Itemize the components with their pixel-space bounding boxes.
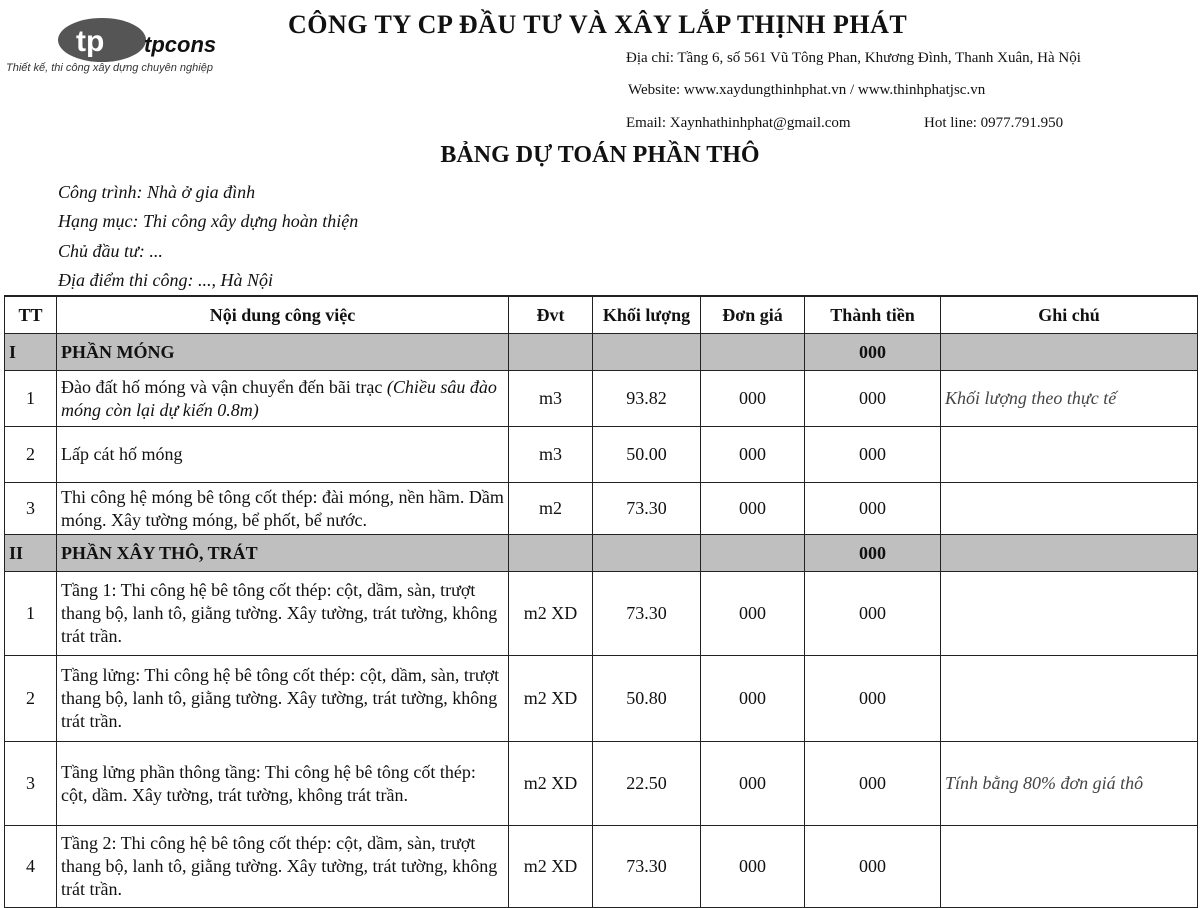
row-amount: 000 xyxy=(805,572,941,656)
row-amount: 000 xyxy=(805,742,941,826)
row-unit: m3 xyxy=(509,371,593,427)
header-amount: Thành tiền xyxy=(805,296,941,334)
table-row xyxy=(5,826,1198,908)
section-tt: II xyxy=(5,535,57,572)
meta-project: Công trình: Nhà ở gia đình xyxy=(58,182,256,202)
header-quantity: Khối lượng xyxy=(593,296,701,334)
row-tt: 4 xyxy=(5,826,57,908)
row-quantity: 50.00 xyxy=(593,427,701,483)
row-tt: 1 xyxy=(5,371,57,427)
row-description: Tầng 1: Thi công hệ bê tông cốt thép: cột, dầm, sàn, trượt thang bộ, lanh tô, giằng tường. Xây tường, trát tường, không trát trần. xyxy=(57,572,509,656)
company-tagline: Thiết kế, thi công xây dựng chuyên nghiệp xyxy=(6,62,213,74)
row-description: Tầng 2: Thi công hệ bê tông cốt thép: cột, dầm, sàn, trượt thang bộ, lanh tô, giằng tường. Xây tường, trát tường, không trát trần. xyxy=(57,826,509,908)
header-note: Ghi chú xyxy=(941,296,1198,334)
document-title: BẢNG DỰ TOÁN PHẦN THÔ xyxy=(440,142,760,168)
row-amount: 000 xyxy=(805,371,941,427)
table-row xyxy=(5,572,1198,656)
table-header-row xyxy=(5,296,1198,334)
row-quantity: 73.30 xyxy=(593,483,701,535)
section-tt: I xyxy=(5,334,57,371)
row-note: Khối lượng theo thực tế xyxy=(941,371,1198,427)
row-note xyxy=(941,826,1198,908)
row-quantity: 93.82 xyxy=(593,371,701,427)
row-unit-price: 000 xyxy=(701,826,805,908)
row-unit: m2 XD xyxy=(509,656,593,742)
tpcons-logo-icon xyxy=(0,10,240,70)
row-tt: 3 xyxy=(5,742,57,826)
meta-investor: Chủ đầu tư: ... xyxy=(58,241,163,261)
row-quantity: 50.80 xyxy=(593,656,701,742)
row-quantity: 22.50 xyxy=(593,742,701,826)
table-row xyxy=(5,656,1198,742)
table-row xyxy=(5,742,1198,826)
section-total: 000 xyxy=(805,334,941,371)
header-unit: Đvt xyxy=(509,296,593,334)
meta-category: Hạng mục: Thi công xây dựng hoàn thiện xyxy=(58,211,359,231)
row-unit: m2 XD xyxy=(509,826,593,908)
header-description: Nội dung công việc xyxy=(57,296,509,334)
header-unit-price: Đơn giá xyxy=(701,296,805,334)
row-note xyxy=(941,572,1198,656)
company-website: Website: www.xaydungthinhphat.vn / www.thinhphatjsc.vn xyxy=(628,82,986,98)
row-amount: 000 xyxy=(805,483,941,535)
company-address: Địa chỉ: Tầng 6, số 561 Vũ Tông Phan, Khương Đình, Thanh Xuân, Hà Nội xyxy=(626,50,1081,66)
row-description: Lấp cát hố móng xyxy=(57,427,509,483)
svg-text:tp: tp xyxy=(76,25,105,58)
meta-location: Địa điểm thi công: ..., Hà Nội xyxy=(58,270,273,290)
row-quantity: 73.30 xyxy=(593,826,701,908)
row-note: Tính bằng 80% đơn giá thô xyxy=(941,742,1198,826)
row-unit-price: 000 xyxy=(701,572,805,656)
row-unit: m2 XD xyxy=(509,742,593,826)
row-amount: 000 xyxy=(805,826,941,908)
row-description: Thi công hệ móng bê tông cốt thép: đài móng, nền hầm. Dầm móng. Xây tường móng, bể phốt, bể nước. xyxy=(57,483,509,535)
row-unit: m3 xyxy=(509,427,593,483)
row-tt: 2 xyxy=(5,427,57,483)
row-unit-price: 000 xyxy=(701,483,805,535)
section-row-rough-construction xyxy=(5,535,1198,572)
header-tt: TT xyxy=(5,296,57,334)
table-row xyxy=(5,483,1198,535)
row-unit: m2 XD xyxy=(509,572,593,656)
row-tt: 3 xyxy=(5,483,57,535)
row-unit-price: 000 xyxy=(701,427,805,483)
table-row xyxy=(5,427,1198,483)
row-description: Tầng lửng: Thi công hệ bê tông cốt thép: cột, dầm, sàn, trượt thang bộ, lanh tô, giằng tường. Xây tường, trát tường, không trát trần. xyxy=(57,656,509,742)
row-amount: 000 xyxy=(805,656,941,742)
estimate-table xyxy=(4,295,1198,908)
row-amount: 000 xyxy=(805,427,941,483)
company-hotline: Hot line: 0977.791.950 xyxy=(924,115,1064,131)
row-tt: 1 xyxy=(5,572,57,656)
row-description: Tầng lửng phần thông tầng: Thi công hệ bê tông cốt thép: cột, dầm. Xây tường, trát tường, không trát trần. xyxy=(57,742,509,826)
row-tt: 2 xyxy=(5,656,57,742)
table-row xyxy=(5,371,1198,427)
row-note xyxy=(941,427,1198,483)
row-quantity: 73.30 xyxy=(593,572,701,656)
row-unit: m2 xyxy=(509,483,593,535)
section-total: 000 xyxy=(805,535,941,572)
section-row-foundation xyxy=(5,334,1198,371)
company-email: Email: Xaynhathinhphat@gmail.com xyxy=(626,115,851,131)
company-name: CÔNG TY CP ĐẦU TƯ VÀ XÂY LẮP THỊNH PHÁT xyxy=(288,10,908,39)
row-unit-price: 000 xyxy=(701,371,805,427)
row-unit-price: 000 xyxy=(701,742,805,826)
row-note xyxy=(941,656,1198,742)
section-name: PHẦN MÓNG xyxy=(57,334,509,371)
row-unit-price: 000 xyxy=(701,656,805,742)
row-note xyxy=(941,483,1198,535)
svg-text:tpcons: tpcons xyxy=(144,32,217,57)
section-name: PHẦN XÂY THÔ, TRÁT xyxy=(57,535,509,572)
row-description: Đào đất hố móng và vận chuyển đến bãi trạc (Chiều sâu đào móng còn lại dự kiến 0.8m) xyxy=(57,371,509,427)
